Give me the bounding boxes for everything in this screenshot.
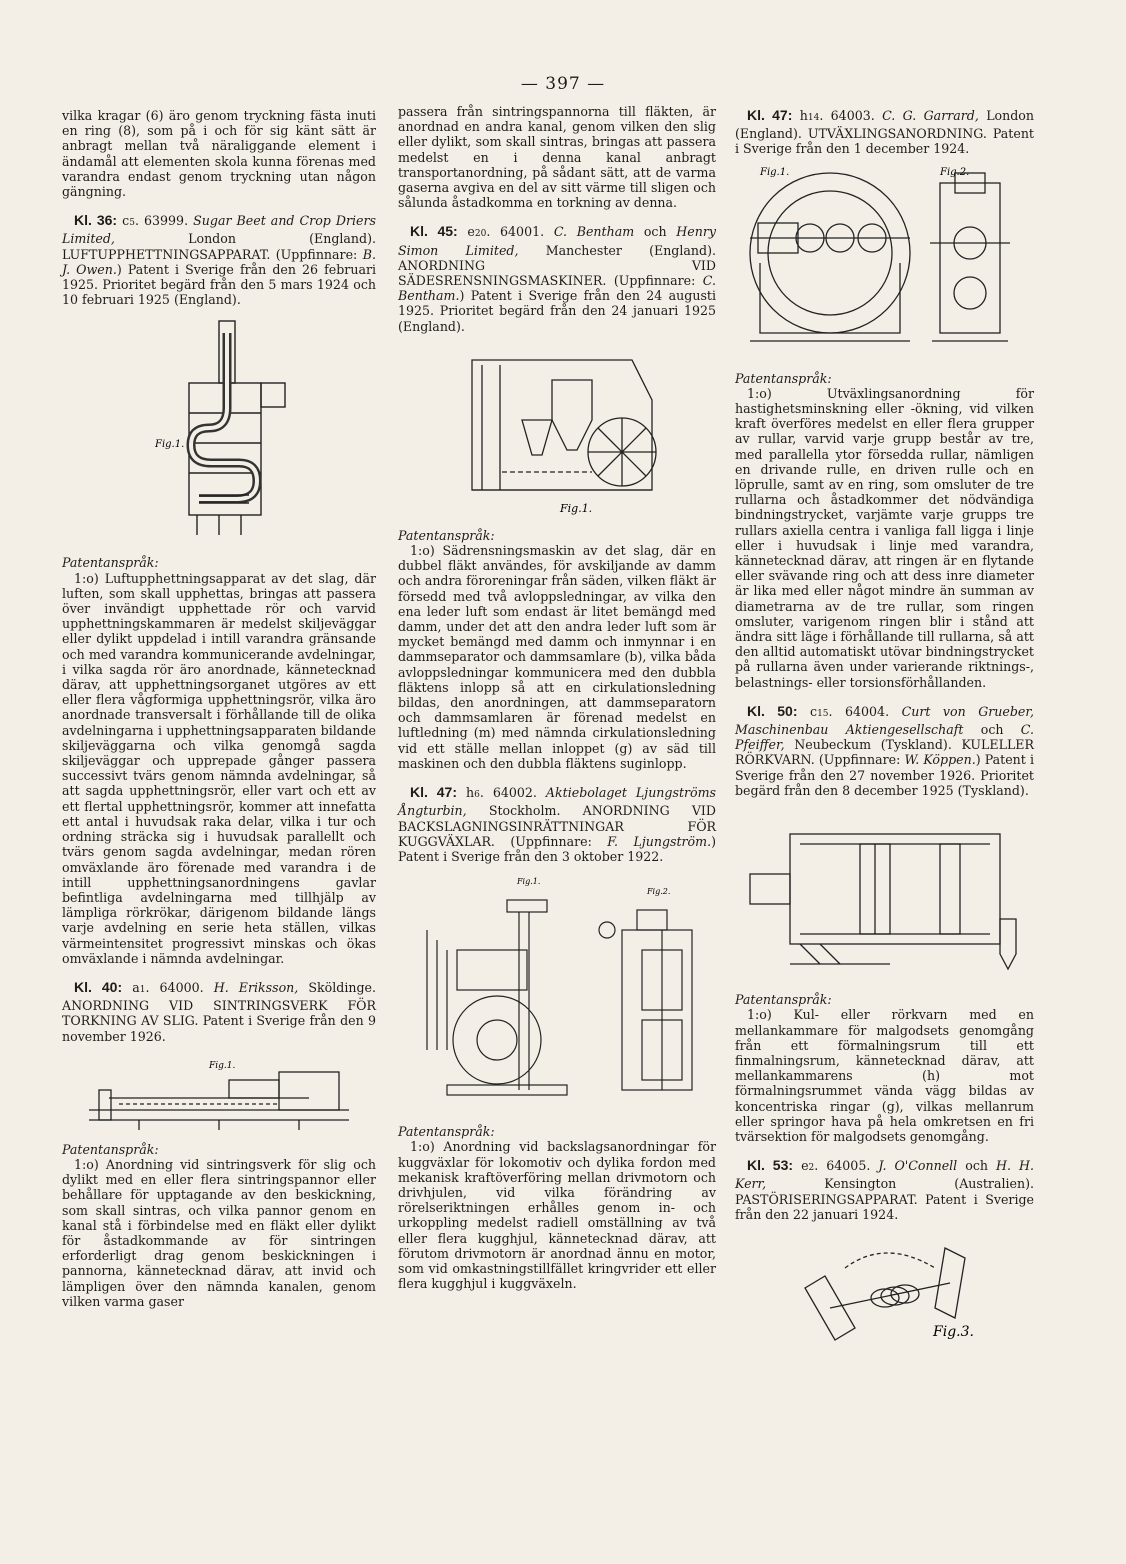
class-code-sub: 6 [474,790,480,801]
claim-text: 1:o) Sädrensningsmaskin av det slag, där en dubbel fläkt användes, för avskiljande av damm och andra föroreningar från säden, vilken fläkt är försedd med två avloppsledningar, av vilka den ena leder luft som endast är litet bemängd med damm, under det att den andra leder luft som är mycket bemängd med damm och inmynnar i en dammseparator och dammsamlare (b), vilka båda avloppsledningar kommunicera med den dubbla fläktens inlopp så att en cirkulationsledning bildas, den anordningen, att dammseparatorn och dammsamlaren är förenad medelst en luftledning (m) med nämnda cirkulationsledning vid ett ställe mellan inloppet (g) av säd till maskinen och den dubbla fläktens suginlopp. [398,543,716,771]
entry-body: Kensington (Australien). PASTÖRISERINGSAPPARAT. Patent i Sverige från den 22 januari 1924. [735,1176,1034,1222]
applicant: C. G. Garrard, [882,108,979,123]
gear-reversing-figure [407,870,707,1116]
claims-heading: Patentanspråk: [62,555,159,571]
claims-heading: Patentanspråk: [398,1124,495,1140]
patent-entry-64005 [735,1158,1034,1348]
grain-cleaner-figure [442,340,672,520]
claim-text: 1:o) Anordning vid backslagsanordningar för kuggväxlar för lokomotiv och dylika fordon med mekanisk kraftöverföring mellan drivmotorn och drivhjulen, vid vilka förändring av rörelseriktningen erhålles genom in- och urkoppling medelst radiell omställning av två eller flera kugghjul, kännetecknad därav, att förutom drivmotorn är anordnad ännu en motor, som vid omkastningstillfället kringvrider ett eller flera kugghjul i kuggväxeln. [398,1139,716,1292]
class-heading: Kl. 45: [410,223,458,240]
applicant-2: H. H. Kerr, [735,1158,1035,1192]
class-heading: Kl. 36: [74,212,118,229]
patent-number: . 64004. [828,703,890,719]
entry-body: Sköldinge. ANORDNING VID SINTRINGSVERK FÖR TORKNING AV SLIG. Patent i Sverige från den 9 november 1926. [62,979,376,1044]
applicant: Sugar Beet and Crop Driers Limited, [62,213,376,247]
entry-body: Stockholm. ANORDNING VID BACKSLAGNINGSINRÄTTNINGAR FÖR KUGGVÄXLAR. (Uppfinnare: [398,803,716,849]
inventor: F. Ljungström. [607,833,712,849]
applicant: Aktiebolaget Ljungströms Ångturbin, [398,785,717,819]
class-heading: Kl. 47: [410,784,457,801]
fig-label-a: Fig.1. [759,166,789,178]
patent-entry-64001 [398,224,716,771]
patent-number: . 64001. [486,224,545,240]
tube-mill-figure [740,804,1030,984]
claims-heading: Patentanspråk: [735,992,832,1008]
fig-label: Fig.1. [560,501,593,515]
entry-body: Neubeckum (Tyskland). KULELLER RÖRKVARN. (Uppfinnare: [735,737,1034,768]
conjunction: och [965,1158,988,1174]
entry-dates: ) Patent i Sverige från den 3 oktober 1922. [398,833,716,864]
inventor: C. Bentham. [398,273,716,304]
conjunction: och [980,722,1004,738]
class-code: e [801,1158,809,1174]
patent-entry-64004 [735,704,1034,1144]
patent-number: . 64003. [819,108,875,123]
class-heading: Kl. 50: [747,702,798,719]
applicant: C. Bentham [553,224,635,240]
entry-body: London (England). UTVÄXLINGSANORDNING. Patent i Sverige från den 1 december 1924. [735,108,1034,157]
class-code-sub: 15 [817,708,829,719]
entry-dates: ) Patent i Sverige från den 26 februari 1925. Prioritet begärd från den 5 mars 1924 och 10 februari 1925 (England). [62,261,376,308]
continued-text: passera från sintringspannorna till fläkten, är anordnad en andra kanal, genom vilken den slig eller dylikt, som skall sintras, bringas att passera medelst en i denna kanal anbragt transportanordning, på sådant sätt, att de varma gaserna avgiva en del av sitt värme till sligen och sålunda åstadkomma en torkning av denna. [398,104,716,211]
patent-number: . 64002. [479,785,537,801]
fig-label-b: Fig.2. [647,887,671,897]
fig-label-b: Fig.2. [939,166,969,178]
class-code: c [810,703,818,719]
patent-entry-64002 [398,785,716,1291]
class-code-sub: 14 [807,113,820,123]
claims-heading: Patentanspråk: [735,370,832,386]
entry-dates: ) Patent i Sverige från den 27 november 1926. Prioritet begärd från den 8 december 1925 (Tyskland). [735,752,1034,798]
claim-text: 1:o) Kul- eller rörkvarn med en mellankammare för malgodsets genomgång från ett förmalningsrum till ett finmalningsrum, kännetecknad därav, att mellankammarens (h) mot förmalningsrummet vända vägg bildas av koncentriska ringar (g), vilkas mellanrum eller springor hava på hela omkretsen en fri tvärsektion för malgodsets genomgång. [735,1007,1034,1144]
fig-label-a: Fig.1. [517,877,541,887]
class-code: a [132,979,140,995]
applicant: Curt von Grueber, Maschinenbau Aktiengesellschaft [735,703,1034,738]
applicant-2: C. Pfeiffer, [735,722,1034,753]
patent-number: . 63999. [134,213,189,229]
column-right [735,108,1034,1352]
gear-figure [740,163,1030,363]
applicant: J. O'Connell [878,1158,958,1174]
claims-heading: Patentanspråk: [398,527,495,543]
column-middle [398,104,716,1291]
fig-label: Fig.1. [155,439,185,451]
applicant-2: Henry Simon Limited, [398,224,716,258]
patent-number: . 64005. [814,1158,871,1174]
class-heading: Kl. 47: [747,107,793,123]
entry-dates: ) Patent i Sverige från den 24 augusti 1925. Prioritet begärd från den 24 januari 1925 (England). [398,288,716,334]
patent-number: . 64000. [145,979,204,995]
class-code: e [467,224,475,240]
fig-label: Fig.3. [932,1323,974,1340]
patent-entry-64003 [735,108,1034,690]
patent-entry-64000 [62,980,376,1309]
page-number: — 397 — [520,74,606,94]
inventor: B. J. Owen. [62,246,376,277]
class-code-sub: 2 [808,1163,815,1174]
patent-entry-63999 [62,213,376,966]
class-code: h [799,108,808,123]
fig-label: Fig.1. [209,1060,236,1071]
class-code: c [122,213,130,229]
entry-body: London (England). LUFTUPPHETTNINGSAPPARAT. (Uppfinnare: [62,231,376,262]
class-code-sub: 5 [129,218,135,229]
entry-body: Manchester (England). ANORDNING VID SÄDESRENSNINGSMASKINER. (Uppfinnare: [398,242,716,289]
claims-heading: Patentanspråk: [62,1141,159,1157]
sintering-figure [79,1050,359,1134]
class-code-sub: 20 [474,229,487,240]
inventor: W. Köppen. [904,752,976,768]
class-heading: Kl. 53: [747,1157,794,1174]
class-code: h [466,785,475,801]
claim-text: 1:o) Luftupphettningsapparat av det slag, där luften, som skall upphettas, bringas att passera över invändigt upphettade rör och varvid upphettningskammaren är medelst skiljeväggar eller dylikt uppdelad i intill varandra gränsande och med varandra kommunicerande avdelningar, i vilka sagda rör äro anordnade, kännetecknad därav, att upphettningsorganet utgöres av ett eller flera vågformiga upphettningsrör, vilka äro anordnade transversalt i förhållande till de olika avdelningarna i upphettningsapparaten bildande skiljeväggarna och vilka genomgå sagda skiljeväggar och upprepade gånger passera successivt tvärs genom nämnda avdelningar, så att sagda upphettningsrör, eller vart och ett av ett flertal upphettningsrör, kommer att innefatta ett antal i huvudsak raka delar, vilka i tur och ordning sträcka sig i huvudsak parallellt och tvärs genom sagda avdelningar, medan rören omväxlande äro förenade med varandra i de intill upphettningsanordningens gavlar befintliga avdelningarna med tillhjälp av lämpliga rörkrökar, därigenom bildande längs varje avdelning en serie heta ställen, vilkas värmeintensitet progressivt minskas och ökas omväxlande i nämnda avdelningar. [62,570,376,966]
conjunction: och [643,224,667,240]
heater-figure [129,313,309,547]
class-code-sub: 1 [139,984,146,995]
applicant: H. Eriksson, [213,979,299,995]
claim-text: 1:o) Anordning vid sintringsverk för slig och dylikt med en eller flera sintringspannor eller behållare för upptagande av den beskickning, som skall sintras, och vilka pannor genom en kanal stå i förbindelse med en fläkt eller dylikt för åstadkommande av för sintringen erforderligt drag genom beskickningen i pannorna, kännetecknad därav, att invid och lämpligen över den nämnda kanalen, genom vilken varma gaser [62,1156,376,1309]
class-heading: Kl. 40: [74,978,123,995]
column-left [62,108,376,1309]
claim-text: 1:o) Utväxlingsanordning för hastighetsminskning eller -ökning, vid vilken kraft överföres medelst en eller flera grupper av rullar, varvid varje grupp består av tre, med parallella ytor försedda rullar, nämligen en drivande rulle, en driven rulle och en löprulle, samt av en ring, som omsluter de tre rullarna och åstadkommer det nödvändiga bindningstrycket, varjämte varje grupps tre rullars axiella centra i vanliga fall ligga i linje eller i huvudsak i linje med varandra, kännetecknad därav, att ringen är en flytande eller svävande ring och att dess inre diameter är lika med eller något mindre än summan av diametrarna av de tre rullar, som ringen omsluter, varigenom ringen blir i stånd att ändra sitt läge i förhållande till rullarna, så att den alltid automatiskt utövar bindningstrycket på rullarna även under varierande riktnings-, belastnings- eller torsionsförhållanden. [735,385,1034,690]
pasteurizer-figure [785,1228,985,1348]
continued-text: vilka kragar (6) äro genom tryckning fästa inuti en ring (8), som på i och för sig känt sätt är anbragt mellan två näraliggande element i ändamål att elementen skola kunna förenas med varandra endast genom tryckning utan någon gängning. [62,108,376,200]
